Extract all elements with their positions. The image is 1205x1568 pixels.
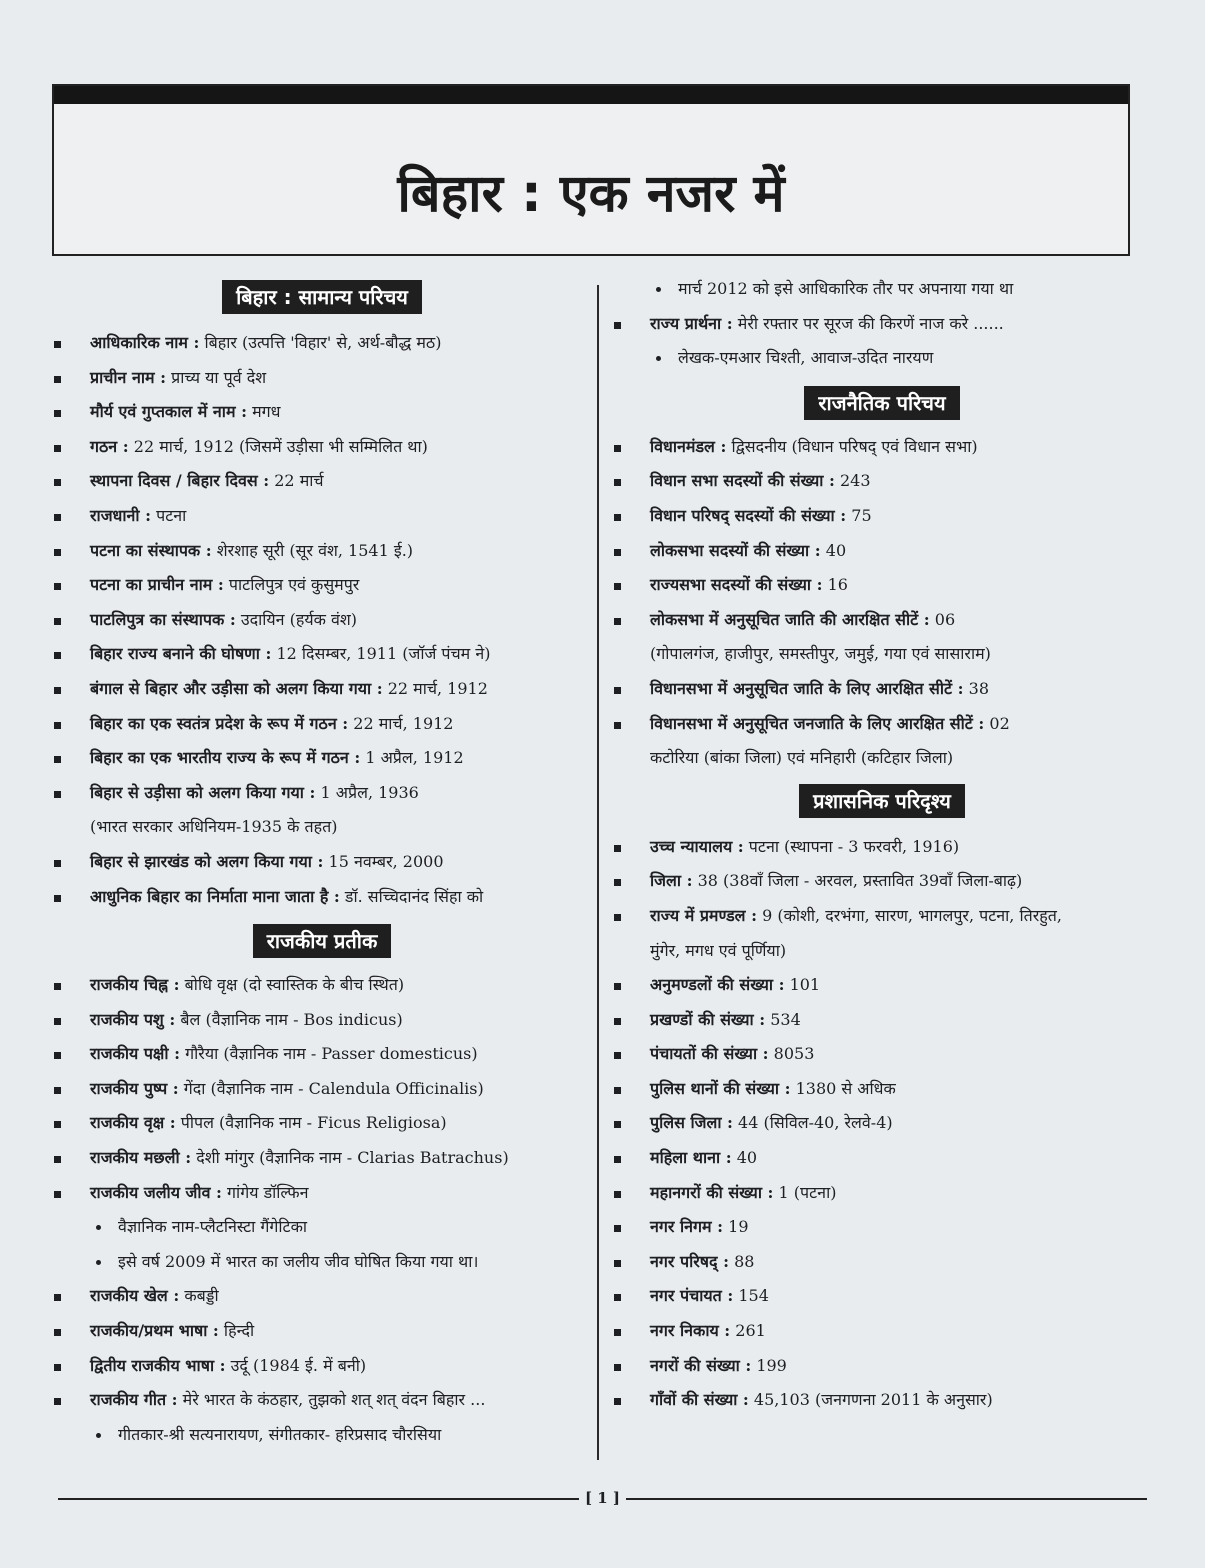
item-label: विधानसभा में अनुसूचित जाति के लिए आरक्षित सीटें : [650, 678, 964, 698]
bullet-square [614, 1156, 621, 1163]
bullet-square [614, 1121, 621, 1128]
page-number-wrap [0, 1489, 1205, 1507]
prayer-item [612, 307, 1152, 342]
item-value: गेंदा (वैज्ञानिक नाम - Calendula Officinalis) [178, 1078, 484, 1098]
item-label: पुलिस थानों की संख्या : [650, 1078, 791, 1098]
admin-item [612, 1106, 1152, 1141]
item-value: गौरैया (वैज्ञानिक नाम - Passer domesticus) [180, 1044, 478, 1064]
bullet-square [614, 322, 621, 329]
item-label: पुलिस जिला : [650, 1113, 733, 1133]
bullet-dot [656, 287, 661, 292]
bullet-square [614, 1087, 621, 1094]
item-value: 22 मार्च, 1912 [348, 713, 454, 733]
symbol-item [52, 1383, 592, 1418]
item-label: राजकीय वृक्ष : [90, 1113, 176, 1133]
item-label: नगर निगम : [650, 1217, 724, 1237]
admin-item [612, 1176, 1152, 1211]
page-title: बिहार : एक नजर में [397, 164, 785, 224]
item-label: गाँवों की संख्या : [650, 1390, 749, 1410]
item-value: मेरी रफ्तार पर सूरज की किरणें नाज करे ...... [732, 313, 1004, 333]
bullet-square [614, 1225, 621, 1232]
bullet-square [54, 479, 61, 486]
song-note [52, 1418, 592, 1453]
item-value: प्राच्य या पूर्व देश [166, 367, 267, 387]
item-label: राजधानी : [90, 505, 152, 525]
item-value: 1 अप्रैल, 1936 [315, 782, 419, 802]
item-value: 06 [929, 609, 956, 629]
item-value: 12 दिसम्बर, 1911 (जॉर्ज पंचम ने) [271, 644, 491, 664]
bullet-square [54, 1087, 61, 1094]
item-label: राजकीय जलीय जीव : [90, 1182, 222, 1202]
item-value: 9 (कोशी, दरभंगा, सारण, भागलपुर, पटना, तिरहुत, [757, 905, 1062, 925]
bullet-square [54, 445, 61, 452]
dolphin-note-text: इसे वर्ष 2009 में भारत का जलीय जीव घोषित किया गया था। [118, 1251, 479, 1271]
bullet-square [54, 618, 61, 625]
political-item [612, 603, 1152, 638]
bullet-square [614, 879, 621, 886]
item-label: राजकीय पक्षी : [90, 1044, 181, 1064]
bullet-square [54, 1398, 61, 1405]
item-value: डॉ. सच्चिदानंद सिंहा को [339, 886, 484, 906]
item-value: 38 (38वाँ जिला - अरवल, प्रस्तावित 39वाँ जिला-बाढ़) [692, 871, 1023, 891]
bullet-square [54, 687, 61, 694]
bullet-square [54, 376, 61, 383]
title-box [52, 84, 1130, 256]
item-label: राज्यसभा सदस्यों की संख्या : [650, 575, 823, 595]
dolphin-note [52, 1210, 592, 1245]
item-value: पटना (स्थापना - 3 फरवरी, 1916) [743, 836, 960, 856]
item-label: गठन : [90, 436, 129, 456]
symbol-item [52, 1072, 592, 1107]
item-value: 02 [984, 713, 1010, 733]
song-adopted-note [612, 272, 1152, 307]
item-label: नगर पंचायत : [650, 1286, 734, 1306]
political-item [612, 568, 1152, 603]
bullet-square [54, 1052, 61, 1059]
item-label: विधानसभा में अनुसूचित जनजाति के लिए आरक्षित सीटें : [650, 713, 985, 733]
item-label: राजकीय/प्रथम भाषा : [90, 1321, 219, 1341]
bullet-square [614, 1294, 621, 1301]
admin-item [612, 864, 1152, 899]
intro-item [52, 707, 592, 742]
item-value: 40 [731, 1148, 758, 1168]
admin-item [612, 1383, 1152, 1418]
right-column [612, 272, 1152, 1418]
page-number: [ 1 ] [579, 1489, 626, 1507]
intro-item [52, 672, 592, 707]
item-label: राजकीय मछली : [90, 1148, 192, 1168]
item-label: लोकसभा सदस्यों की संख्या : [650, 540, 821, 560]
item-value: बिहार (उत्पत्ति 'विहार' से, अर्थ-बौद्ध मठ) [199, 333, 442, 352]
item-value: उदायिन (हर्यक वंश) [235, 609, 358, 629]
item-value: शेरशाह सूरी (सूर वंश, 1541 ई.) [211, 540, 414, 560]
bullet-square [614, 1191, 621, 1198]
symbol-item [52, 1106, 592, 1141]
admin-continuation: मुंगेर, मगध एवं पूर्णिया) [650, 940, 787, 960]
item-value: 45,103 (जनगणना 2011 के अनुसार) [748, 1390, 993, 1410]
bullet-square [614, 1329, 621, 1336]
title-bar [54, 86, 1128, 104]
bullet-square [614, 1018, 621, 1025]
intro-item [52, 534, 592, 569]
bullet-square [54, 895, 61, 902]
item-label: जिला : [650, 871, 693, 891]
intro-item [52, 430, 592, 465]
admin-item [612, 1245, 1152, 1280]
item-value: बोधि वृक्ष (दो स्वास्तिक के बीच स्थित) [179, 975, 405, 995]
bullet-dot [96, 1260, 101, 1265]
symbol-item [52, 1349, 592, 1384]
admin-item [612, 1279, 1152, 1314]
intro-item [52, 464, 592, 499]
bullet-square [614, 845, 621, 852]
bullet-square [614, 1052, 621, 1059]
item-value: गांगेय डॉल्फिन [221, 1182, 309, 1202]
item-value: 44 (सिविल-40, रेलवे-4) [732, 1113, 893, 1133]
item-label: बिहार का एक भारतीय राज्य के रूप में गठन : [90, 748, 361, 768]
political-continuation: कटोरिया (बांका जिला) एवं मनिहारी (कटिहार जिला) [650, 748, 954, 768]
left-column [52, 272, 592, 1452]
item-label: उच्च न्यायालय : [650, 836, 744, 856]
section-heading-intro: बिहार : सामान्य परिचय [222, 280, 422, 314]
admin-item [612, 899, 1152, 934]
item-value: 243 [834, 471, 871, 491]
bullet-square [614, 1364, 621, 1371]
item-label: महिला थाना : [650, 1148, 732, 1168]
bullet-square [614, 445, 621, 452]
bullet-square [614, 479, 621, 486]
admin-item [612, 1037, 1152, 1072]
item-label: नगर परिषद् : [650, 1251, 729, 1271]
item-value: 75 [846, 505, 872, 525]
prayer-note-text: लेखक-एमआर चिश्ती, आवाज-उदित नारयण [678, 348, 934, 368]
bullet-square [54, 1191, 61, 1198]
bullet-square [54, 514, 61, 521]
item-label: राजकीय पशु : [90, 1009, 176, 1029]
intro-item [52, 395, 592, 430]
item-label: द्वितीय राजकीय भाषा : [90, 1355, 226, 1375]
symbol-item [52, 1003, 592, 1038]
item-label: स्थापना दिवस / बिहार दिवस : [90, 471, 270, 491]
bullet-square [54, 756, 61, 763]
item-value: पीपल (वैज्ञानिक नाम - Ficus Religiosa) [175, 1113, 447, 1133]
bullet-square [54, 860, 61, 867]
item-label: आधुनिक बिहार का निर्माता माना जाता है : [90, 886, 340, 906]
political-item [612, 499, 1152, 534]
section-heading-admin: प्रशासनिक परिदृश्य [799, 784, 965, 818]
dolphin-note [52, 1245, 592, 1280]
prayer-note [612, 341, 1152, 376]
bullet-square [54, 1156, 61, 1163]
bullet-square [54, 1294, 61, 1301]
item-label: प्राचीन नाम : [90, 367, 167, 387]
admin-item [612, 830, 1152, 865]
intro-item [52, 741, 592, 776]
bullet-square [614, 687, 621, 694]
intro-item [52, 361, 592, 396]
bullet-square [614, 722, 621, 729]
bullet-square [614, 983, 621, 990]
item-value: 534 [765, 1009, 801, 1029]
bullet-square [54, 1018, 61, 1025]
bullet-square [614, 549, 621, 556]
song-adopted-note-text: मार्च 2012 को इसे आधिकारिक तौर पर अपनाया गया था [678, 279, 1014, 298]
item-value: 199 [751, 1355, 787, 1375]
bullet-square [54, 583, 61, 590]
political-item [612, 464, 1152, 499]
item-value: मेरे भारत के कंठहार, तुझको शत् शत् वंदन बिहार ... [177, 1390, 486, 1410]
item-label: नगर निकाय : [650, 1321, 731, 1341]
song-note-text: गीतकार-श्री सत्यनारायण, संगीतकार- हरिप्रसाद चौरसिया [118, 1424, 442, 1444]
admin-item [612, 1349, 1152, 1384]
bullet-square [54, 1364, 61, 1371]
admin-item [612, 968, 1152, 1003]
bullet-dot [656, 356, 661, 361]
section-heading-intro-wrap [52, 280, 592, 314]
bullet-dot [96, 1433, 101, 1438]
item-label: विधानमंडल : [650, 436, 727, 456]
item-value: 16 [822, 575, 848, 595]
bullet-square [54, 410, 61, 417]
intro-item [52, 568, 592, 603]
item-value: 22 मार्च [269, 471, 324, 491]
symbol-item [52, 1279, 592, 1314]
intro-item [52, 603, 592, 638]
item-label: अनुमण्डलों की संख्या : [650, 975, 785, 995]
item-label: पटना का संस्थापक : [90, 540, 212, 560]
intro-item [52, 326, 592, 361]
item-label: राज्य में प्रमण्डल : [650, 905, 757, 925]
bullet-square [54, 983, 61, 990]
admin-item [612, 1141, 1152, 1176]
section-heading-symbols-wrap [52, 924, 592, 958]
item-label: नगरों की संख्या : [650, 1355, 752, 1375]
item-label: बिहार से झारखंड को अलग किया गया : [90, 851, 324, 871]
admin-item [612, 1314, 1152, 1349]
item-label: राजकीय चिह्न : [90, 975, 180, 995]
intro-item [52, 637, 592, 672]
item-value: देशी मांगुर (वैज्ञानिक नाम - Clarias Batrachus) [191, 1148, 509, 1168]
item-value: 8053 [768, 1044, 815, 1064]
item-value: 22 मार्च, 1912 (जिसमें उड़ीसा भी सम्मिलित था) [128, 436, 428, 456]
section-heading-political-wrap [612, 386, 1152, 420]
section-heading-admin-wrap [612, 784, 1152, 818]
section-heading-symbols: राजकीय प्रतीक [253, 924, 392, 958]
item-label: पाटलिपुत्र का संस्थापक : [90, 609, 236, 629]
bullet-square [614, 1260, 621, 1267]
item-label: बिहार का एक स्वतंत्र प्रदेश के रूप में गठन : [90, 713, 349, 733]
item-label: विधान सभा सदस्यों की संख्या : [650, 471, 835, 491]
item-value: पाटलिपुत्र एवं कुसुमपुर [223, 575, 360, 595]
item-label: मौर्य एवं गुप्तकाल में नाम : [90, 402, 247, 422]
political-item [612, 534, 1152, 569]
column-divider [597, 285, 599, 1460]
symbol-item [52, 1037, 592, 1072]
item-value: पटना [151, 505, 187, 525]
item-value: 40 [820, 540, 847, 560]
item-label: राजकीय पुष्प : [90, 1078, 179, 1098]
item-value: हिन्दी [218, 1321, 255, 1341]
admin-item [612, 1072, 1152, 1107]
item-value: 101 [784, 975, 821, 995]
item-value: मगध [247, 402, 281, 422]
item-label: बिहार राज्य बनाने की घोषणा : [90, 644, 272, 664]
item-value: 1380 से अधिक [790, 1078, 896, 1098]
political-item [612, 430, 1152, 465]
intro-item-continuation: (भारत सरकार अधिनियम-1935 के तहत) [90, 817, 338, 837]
item-label: लोकसभा में अनुसूचित जाति की आरक्षित सीटें : [650, 609, 930, 629]
item-value: उर्दू (1984 ई. में बनी) [225, 1355, 367, 1375]
dolphin-note-text: वैज्ञानिक नाम-प्लैटनिस्टा गैंगेटिका [118, 1217, 308, 1237]
bullet-square [614, 514, 621, 521]
bullet-square [54, 1121, 61, 1128]
item-label: प्रखण्डों की संख्या : [650, 1009, 766, 1029]
intro-item [52, 845, 592, 880]
item-value: 1 (पटना) [773, 1182, 837, 1202]
item-value: 38 [963, 678, 990, 698]
section-heading-political: राजनैतिक परिचय [804, 386, 959, 420]
bullet-square [614, 1398, 621, 1405]
item-label: राजकीय खेल : [90, 1286, 180, 1306]
item-value: 19 [723, 1217, 749, 1237]
item-value: 22 मार्च, 1912 [382, 678, 488, 698]
item-label: बंगाल से बिहार और उड़ीसा को अलग किया गया : [90, 678, 383, 698]
bullet-square [54, 652, 61, 659]
item-label: बिहार से उड़ीसा को अलग किया गया : [90, 782, 316, 802]
bullet-square [54, 549, 61, 556]
bullet-square [54, 722, 61, 729]
bullet-square [614, 583, 621, 590]
item-label: पटना का प्राचीन नाम : [90, 575, 224, 595]
item-value: 88 [729, 1251, 755, 1271]
political-item [612, 672, 1152, 707]
symbol-item [52, 968, 592, 1003]
political-continuation: (गोपालगंज, हाजीपुर, समस्तीपुर, जमुई, गया एवं सासाराम) [650, 644, 991, 664]
bullet-dot [96, 1225, 101, 1230]
item-label: महानगरों की संख्या : [650, 1182, 774, 1202]
item-value: 1 अप्रैल, 1912 [360, 748, 464, 768]
intro-item [52, 499, 592, 534]
item-label: आधिकारिक नाम : [90, 333, 200, 352]
bullet-square [54, 791, 61, 798]
item-value: द्विसदनीय (विधान परिषद् एवं विधान सभा) [726, 436, 978, 456]
intro-item [52, 880, 592, 915]
item-value: 15 नवम्बर, 2000 [323, 851, 444, 871]
symbol-item [52, 1141, 592, 1176]
bullet-square [614, 618, 621, 625]
item-label: राज्य प्रार्थना : [650, 313, 733, 333]
item-label: विधान परिषद् सदस्यों की संख्या : [650, 505, 847, 525]
item-label: राजकीय गीत : [90, 1390, 178, 1410]
item-value: कबड्डी [179, 1286, 219, 1306]
admin-item [612, 1210, 1152, 1245]
bullet-square [614, 914, 621, 921]
symbol-item [52, 1176, 592, 1211]
bullet-square [54, 1329, 61, 1336]
item-value: बैल (वैज्ञानिक नाम - Bos indicus) [175, 1009, 403, 1029]
symbol-item [52, 1314, 592, 1349]
item-value: 261 [730, 1321, 766, 1341]
intro-item [52, 776, 592, 811]
item-value: 154 [733, 1286, 769, 1306]
bullet-square [54, 341, 61, 348]
item-label: पंचायतों की संख्या : [650, 1044, 769, 1064]
political-item [612, 707, 1152, 742]
admin-item [612, 1003, 1152, 1038]
